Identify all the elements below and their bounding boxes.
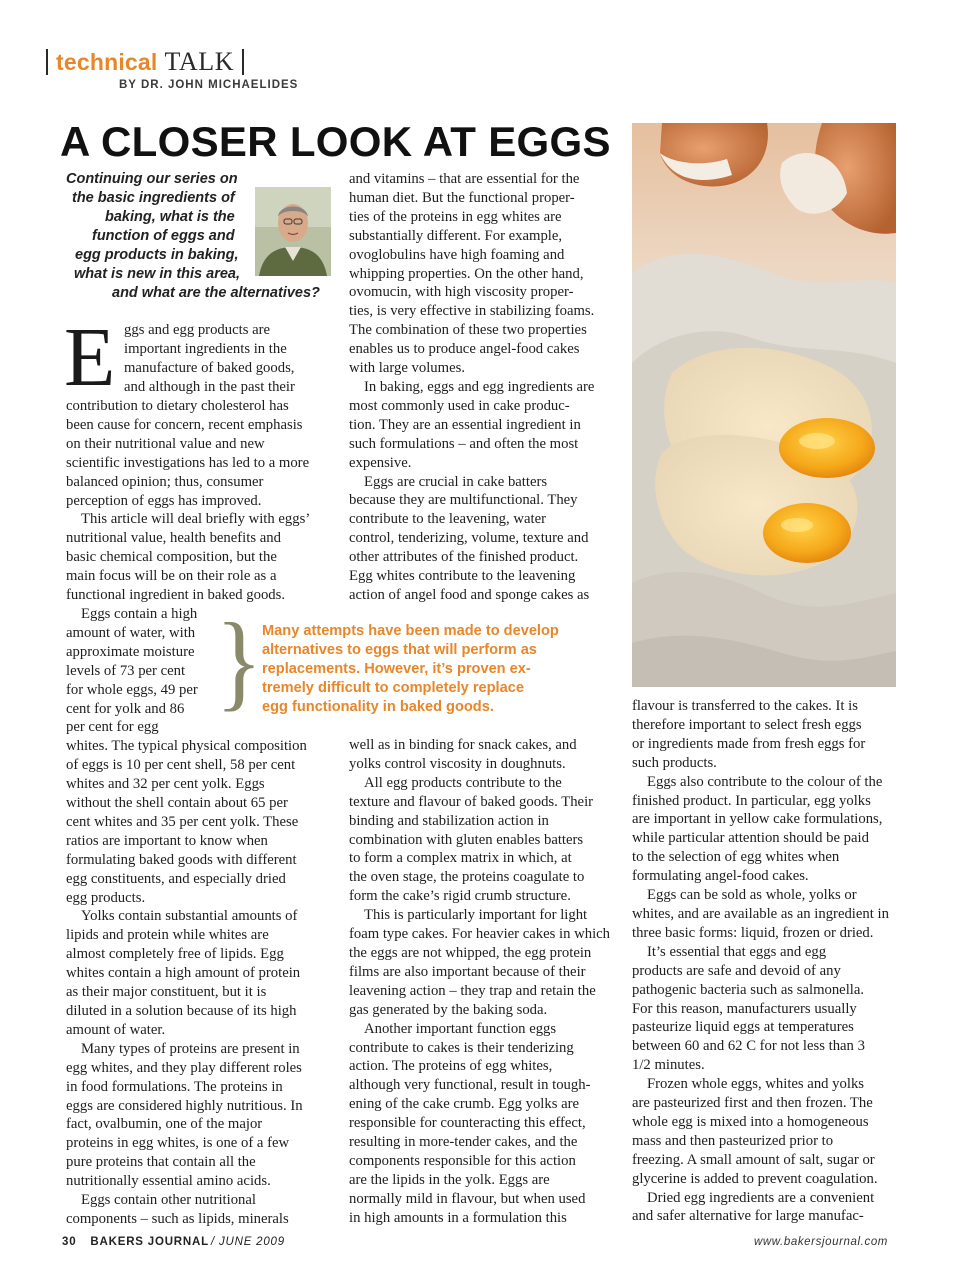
text-line: All egg products contribute to the — [364, 774, 562, 791]
journal-name: BAKERS JOURNAL — [90, 1236, 209, 1248]
text-line: products are safe and devoid of any — [632, 962, 841, 979]
text-line: combination with gluten enables batters — [349, 831, 584, 848]
text-line: the eggs are not whipped, the egg protein — [349, 944, 592, 961]
text-line: basic chemical composition, but the — [66, 549, 277, 566]
text-line: almost completely free of lipids. Egg — [66, 946, 284, 963]
text-line: Another important function eggs — [364, 1020, 557, 1037]
text-line: Frozen whole eggs, whites and yolks — [647, 1076, 865, 1093]
deck-line: and what are the alternatives? — [112, 285, 320, 301]
text-line: substantially different. For example, — [349, 227, 563, 244]
text-line: diluted in a solution because of its high — [66, 1003, 297, 1019]
text-line: or ingredients made from fresh eggs for — [632, 735, 866, 752]
pullquote-line: alternatives to eggs that will perform as — [262, 641, 537, 658]
text-line: well as in binding for snack cakes, and — [349, 737, 577, 753]
text-line: Yolks contain substantial amounts of — [81, 908, 298, 925]
text-line: although very functional, result in tough- — [349, 1077, 591, 1094]
text-line: and although in the past their — [124, 378, 295, 395]
text-line: ties, is very effective in stabilizing foams. — [349, 303, 595, 320]
text-line: as their major constituent, but it is — [66, 984, 267, 1001]
text-line: enables us to produce angel-food cakes — [349, 341, 580, 358]
text-line: contribute to the leavening, water — [349, 511, 546, 528]
text-line: manufacture of baked goods, — [124, 359, 295, 376]
text-line: egg products. — [66, 889, 146, 906]
text-line: lipids and protein while whites are — [66, 927, 269, 944]
text-line: whites, and are available as an ingredient in — [632, 905, 889, 922]
text-line: Many types of proteins are present in — [81, 1040, 300, 1057]
text-line: with large volumes. — [349, 360, 465, 377]
kicker-technical: technical — [56, 48, 158, 75]
deck-line: function of eggs and — [92, 228, 235, 244]
text-line: In baking, eggs and egg ingredients are — [364, 378, 595, 395]
text-line: 1/2 minutes. — [632, 1057, 705, 1074]
text-line: contribute to cakes is their tenderizing — [349, 1039, 574, 1056]
text-line: three basic forms: liquid, frozen or dried. — [632, 924, 874, 941]
text-line: control, tenderizing, volume, texture and — [349, 530, 589, 547]
text-line: and vitamins – that are essential for the — [349, 171, 580, 187]
text-line: This article will deal briefly with eggs’ — [81, 511, 311, 528]
page-number: 30 — [62, 1236, 77, 1248]
text-line: whites. The typical physical composition — [66, 738, 307, 755]
text-line: tion. They are an essential ingredient in — [349, 416, 581, 433]
text-line: without the shell contain about 65 per — [66, 795, 288, 812]
pullquote-brace: } — [215, 602, 263, 721]
column-1-intro — [124, 321, 295, 397]
kicker-divider-left — [46, 49, 48, 75]
text-line: are the lipids in the yolk. Eggs are — [349, 1171, 550, 1188]
text-line: Eggs can be sold as whole, yolks or — [647, 887, 857, 904]
deck-line: baking, what is the — [105, 209, 235, 225]
text-line: finished product. In particular, egg yolks — [632, 792, 871, 809]
text-line: whipping properties. On the other hand, — [349, 265, 584, 282]
text-line: such formulations – and often the most — [349, 435, 579, 452]
text-line: egg constituents, and especially dried — [66, 870, 286, 887]
text-line: ening of the cake crumb. Egg yolks are — [349, 1096, 580, 1113]
text-line: pasteurize liquid eggs at temperatures — [632, 1019, 854, 1036]
text-line: ovoglobulins have high foaming and — [349, 246, 565, 263]
text-line: whites contain a high amount of protein — [66, 965, 301, 982]
text-line: It’s essential that eggs and egg — [647, 943, 827, 960]
text-line: ties of the proteins in egg whites are — [349, 208, 562, 225]
text-line: other attributes of the finished product. — [349, 549, 579, 566]
text-line: freezing. A small amount of salt, sugar or — [632, 1151, 875, 1168]
section-kicker — [38, 44, 252, 80]
drop-cap: E — [64, 311, 116, 404]
text-line: to the selection of egg whites when — [632, 849, 840, 866]
text-line: on their nutritional value and new — [66, 435, 265, 452]
pullquote-line: Many attempts have been made to develop — [262, 623, 559, 639]
text-line: ggs and egg products are — [124, 322, 271, 338]
kicker-divider-right — [242, 49, 244, 75]
text-line: levels of 73 per cent — [66, 662, 186, 679]
text-line: Eggs are crucial in cake batters — [364, 473, 548, 490]
text-line: for whole eggs, 49 per — [66, 681, 198, 698]
text-line: in high amounts in a formulation this — [349, 1209, 567, 1226]
text-line: scientific investigations has led to a more — [66, 454, 310, 471]
text-line: nutritional value, health benefits and — [66, 530, 281, 547]
text-line: Dried egg ingredients are a convenient — [647, 1189, 875, 1206]
pull-quote — [262, 622, 622, 717]
column-3 — [632, 697, 889, 1226]
text-line: Eggs also contribute to the colour of the — [647, 773, 883, 790]
text-line: amount of water, with — [66, 624, 196, 641]
text-line: are important in yellow cake formulations, — [632, 811, 883, 828]
column-2-bottom — [349, 736, 610, 1228]
text-line: main focus will be on their role as a — [66, 568, 277, 585]
text-line: whites and 32 per cent yolk. Eggs — [66, 776, 265, 793]
pullquote-line: tremely difficult to completely replace — [262, 679, 524, 696]
text-line: normally mild in flavour, but when used — [349, 1190, 586, 1207]
text-line: texture and flavour of baked goods. Their — [349, 793, 594, 810]
text-line: films are also important because of their — [349, 963, 586, 980]
deck-line: the basic ingredients of — [72, 190, 235, 206]
kicker-talk: TALK — [164, 47, 235, 76]
column-1-body — [66, 397, 310, 1229]
deck-line: egg products in baking, — [75, 247, 239, 263]
text-line: formulating baked goods with different — [66, 851, 297, 868]
text-line: The combination of these two properties — [349, 322, 587, 339]
text-line: formulating angel-food cakes. — [632, 868, 809, 885]
deck-line: what is new in this area, — [74, 266, 240, 282]
text-line: cent whites and 35 per cent yolk. These — [66, 813, 299, 830]
text-line: amount of water. — [66, 1021, 166, 1038]
text-line: flavour is transferred to the cakes. It is — [632, 698, 858, 714]
text-line: ratios are important to know when — [66, 832, 268, 849]
text-line: This is particularly important for light — [364, 907, 588, 924]
pullquote-line: replacements. However, it’s proven ex- — [262, 660, 531, 677]
text-line: components responsible for this action — [349, 1152, 576, 1169]
author-portrait — [255, 187, 331, 276]
text-line: yolks control viscosity in doughnuts. — [349, 755, 566, 772]
pullquote-line: egg functionality in baked goods. — [262, 698, 494, 715]
text-line: form the cake’s rigid crumb structure. — [349, 888, 571, 905]
text-line: of eggs is 10 per cent shell, 58 per cent — [66, 757, 296, 774]
text-line: components – such as lipids, minerals — [66, 1210, 289, 1227]
text-line: nutritionally essential amino acids. — [66, 1173, 271, 1190]
text-line: proteins in egg whites, is one of a few — [66, 1135, 290, 1152]
text-line: fact, ovalbumin, one of the major — [66, 1116, 263, 1133]
footer-left — [62, 1236, 285, 1248]
text-line: between 60 and 62 C for not less than 3 — [632, 1038, 865, 1055]
text-line: perception of eggs has improved. — [66, 492, 262, 509]
text-line: whole egg is mixed into a homogeneous — [632, 1113, 869, 1130]
text-line: eggs are considered highly nutritious. In — [66, 1097, 303, 1114]
text-line: Egg whites contribute to the leavening — [349, 568, 576, 585]
text-line: in food formulations. The proteins in — [66, 1078, 283, 1095]
text-line: therefore important to select fresh eggs — [632, 716, 862, 733]
text-line: action of angel food and sponge cakes as — [349, 586, 590, 603]
text-line: cent for yolk and 86 — [66, 700, 185, 717]
text-line: to form a complex matrix in which, at — [349, 850, 572, 867]
text-line: most commonly used in cake produc- — [349, 397, 570, 414]
text-line: resulting in more-tender cakes, and the — [349, 1134, 578, 1151]
text-line: pure proteins that contain all the — [66, 1154, 256, 1171]
text-line: approximate moisture — [66, 643, 195, 660]
text-line: mass and then pasteurized prior to — [632, 1132, 834, 1149]
text-line: contribution to dietary cholesterol has — [66, 398, 289, 414]
byline: BY DR. JOHN MICHAELIDES — [119, 79, 299, 91]
page-title: A CLOSER LOOK AT EGGS — [60, 118, 611, 165]
website-url: www.bakersjournal.com — [753, 1236, 888, 1248]
text-line: and safer alternative for large manufac- — [632, 1208, 864, 1225]
text-line: been cause for concern, recent emphasis — [66, 416, 303, 433]
text-line: ovomucin, with high viscosity proper- — [349, 284, 574, 301]
text-line: egg whites, and they play different roles — [66, 1059, 302, 1076]
text-line: action. The proteins of egg whites, — [349, 1058, 553, 1075]
text-line: per cent for egg — [66, 719, 159, 736]
text-line: pathogenic bacteria such as salmonella. — [632, 981, 865, 998]
text-line: the oven stage, the proteins coagulate to — [349, 869, 585, 886]
eggs-in-flour-photo — [632, 123, 896, 687]
text-line: foam type cakes. For heavier cakes in which — [349, 926, 611, 943]
text-line: because they are multifunctional. They — [349, 492, 578, 509]
text-line: Eggs contain other nutritional — [81, 1192, 256, 1209]
text-line: are pasteurized first and then frozen. The — [632, 1095, 873, 1112]
text-line: balanced opinion; thus, consumer — [66, 473, 264, 490]
text-line: important ingredients in the — [124, 340, 287, 357]
text-line: binding and stabilization action in — [349, 812, 549, 829]
text-line: leavening action – they trap and retain the — [349, 982, 596, 999]
text-line: glycerine is added to prevent coagulation. — [632, 1170, 878, 1187]
text-line: For this reason, manufacturers usually — [632, 1000, 857, 1017]
text-line: functional ingredient in baked goods. — [66, 587, 286, 604]
text-line: Eggs contain a high — [81, 605, 198, 622]
text-line: while particular attention should be paid — [632, 830, 869, 847]
text-line: human diet. But the functional proper- — [349, 189, 575, 206]
text-line: gas generated by the baking soda. — [349, 1001, 548, 1018]
text-line: such products. — [632, 754, 717, 771]
column-2-top — [349, 170, 594, 605]
text-line: expensive. — [349, 454, 412, 471]
issue-date: / JUNE 2009 — [210, 1236, 285, 1248]
deck-line: Continuing our series on — [66, 171, 238, 187]
text-line: responsible for counteracting this effect, — [349, 1115, 586, 1132]
